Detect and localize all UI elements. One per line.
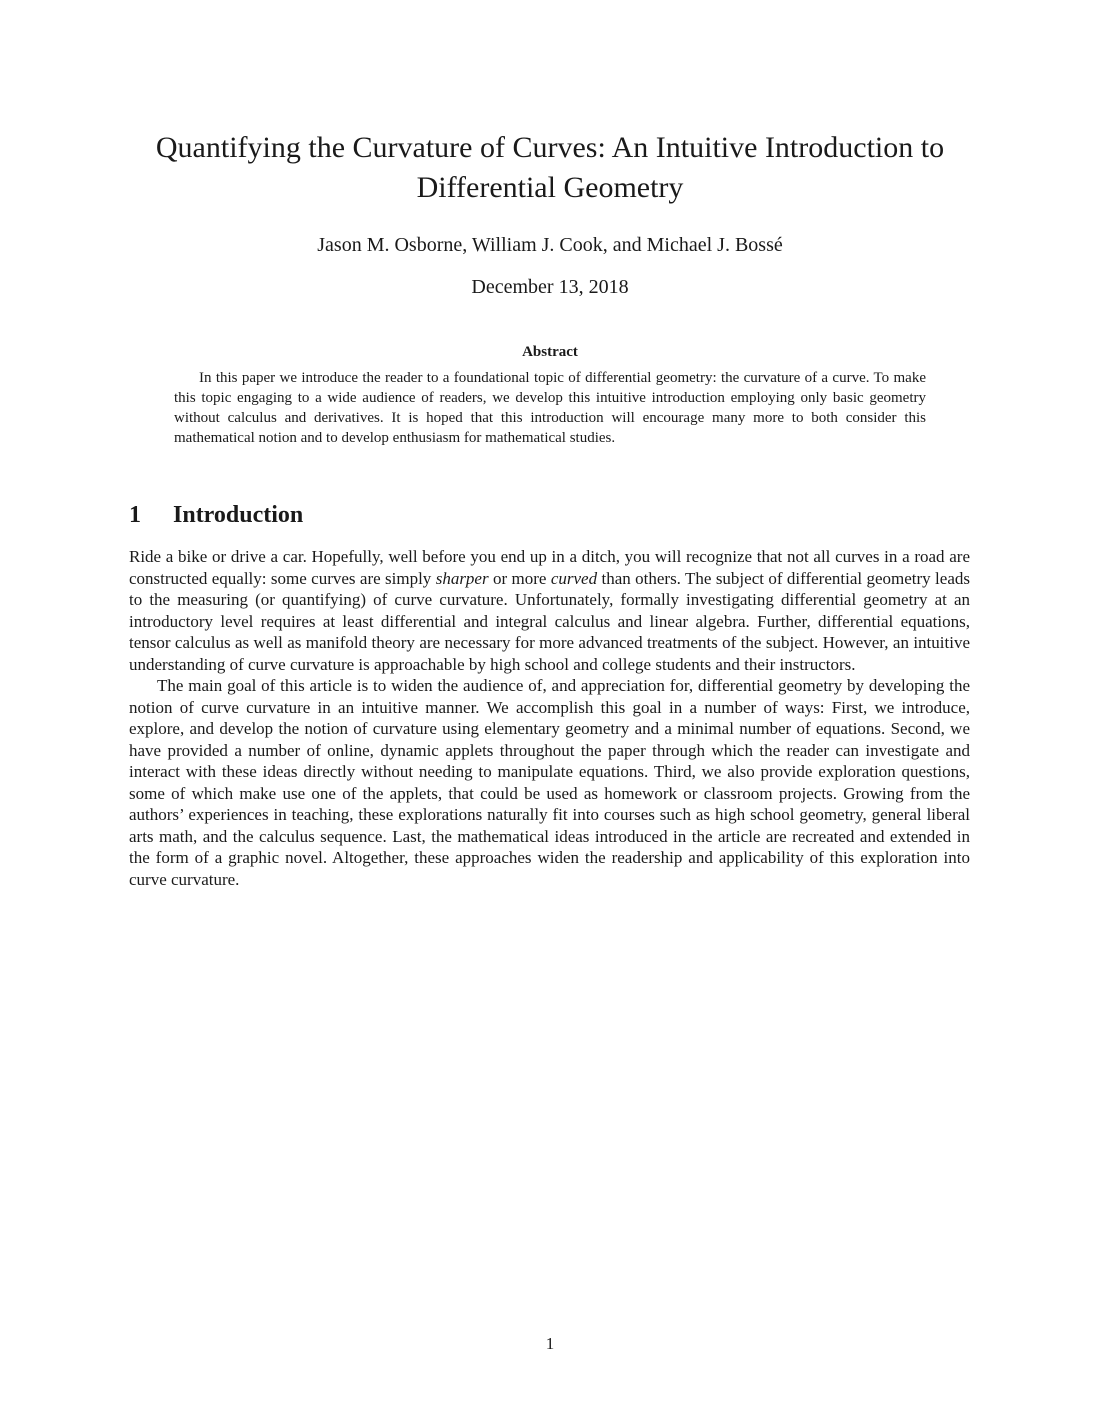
section-body	[129, 546, 970, 890]
intro-paragraph-1	[129, 546, 970, 675]
paper-authors: Jason M. Osborne, William J. Cook, and Michael J. Bossé	[317, 234, 783, 256]
abstract-heading: Abstract	[522, 344, 578, 360]
emphasis-sharper: sharper	[435, 568, 489, 588]
abstract-block	[174, 342, 926, 448]
section-number: 1	[129, 502, 141, 528]
intro-paragraph-1-text-b: or more	[488, 568, 551, 588]
page-number: 1	[545, 1334, 555, 1353]
paper-date: December 13, 2018	[471, 276, 629, 298]
paper-title: Quantifying the Curvature of Curves: An Intuitive Introduction to Differential Geometry	[155, 131, 945, 204]
intro-paragraph-1-text-c: than others. The subject of differential geometry leads to the measuring (or quantifying) of curve curvature. Unfortunately, formally investigating differential geometry at an introductory level requires at least differential and integral calculus and linear algebra. Further, differential equations, tensor calculus as well as manifold theory are necessary for more advanced treatments of the subject. However, an intuitive understanding of curve curvature is approachable by high school and college students and their instructors.	[129, 568, 970, 674]
intro-paragraph-2: The main goal of this article is to widen the audience of, and appreciation for, differential geometry by developing the notion of curve curvature in an intuitive manner. We accomplish this goal in a number of ways: First, we introduce, explore, and develop the notion of curvature using elementary geometry and a minimal number of equations. Second, we have provided a number of online, dynamic applets throughout the paper through which the reader can investigate and interact with these ideas directly without needing to manipulate equations. Third, we also provide exploration questions, some of which make use one of the applets, that could be used as homework or classroom projects. Growing from the authors’ experiences in teaching, these explorations naturally fit into courses such as high school geometry, general liberal arts math, and the calculus sequence. Last, the mathematical ideas introduced in the article are recreated and extended in the form of a graphic novel. Altogether, these approaches widen the readership and applicability of this exploration into curve curvature.	[129, 676, 970, 889]
section-title: Introduction	[173, 502, 304, 528]
section-heading	[129, 500, 303, 530]
abstract-body: In this paper we introduce the reader to a foundational topic of differential geometry: the curvature of a curve. To make this topic engaging to a wide audience of readers, we develop this intuitive introduction employing only basic geometry without calculus and derivatives. It is hoped that this introduction will encourage many more to both consider this mathematical notion and to develop enthusiasm for mathematical studies.	[174, 370, 926, 446]
intro-paragraph-1-text-a: Ride a bike or drive a car. Hopefully, well before you end up in a ditch, you will recognize that not all curves in a road are constructed equally: some curves are simply	[129, 547, 970, 588]
emphasis-curved: curved	[550, 568, 598, 588]
